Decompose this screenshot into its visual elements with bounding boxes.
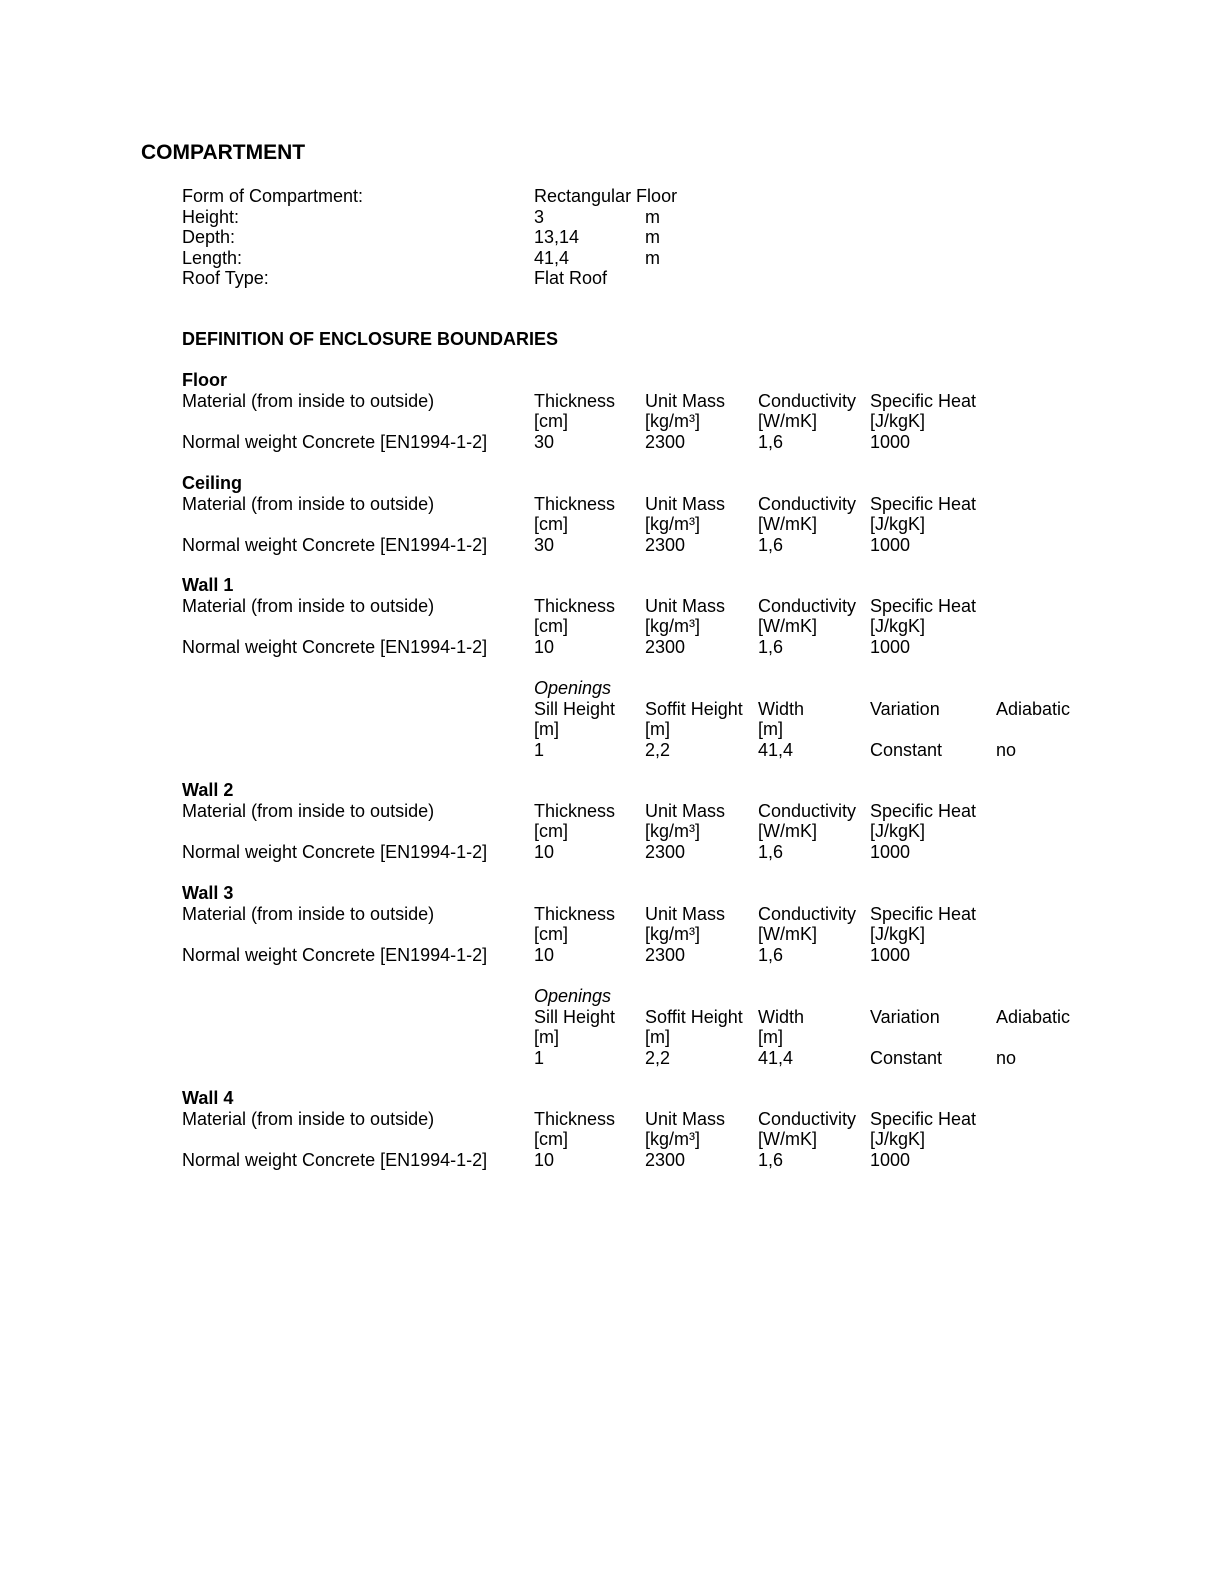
value-thickness: 30	[534, 534, 555, 555]
summary-label: Height:	[182, 206, 240, 227]
summary-label: Length:	[182, 247, 243, 268]
unit-unit-mass: [kg/m³]	[645, 821, 701, 841]
col-thickness: Thickness	[534, 1108, 616, 1129]
col-width: Width	[758, 698, 805, 719]
summary-unit: m	[645, 247, 660, 268]
value-unit-mass: 2300	[645, 534, 686, 555]
value-unit-mass: 2300	[645, 944, 686, 965]
unit-thickness: [cm]	[534, 616, 568, 636]
boundary-name: Ceiling	[182, 473, 243, 493]
col-unit-mass: Unit Mass	[645, 903, 726, 924]
summary-label: Depth:	[182, 227, 236, 247]
col-conductivity: Conductivity	[758, 493, 857, 514]
unit-conductivity: [W/mK]	[758, 411, 817, 431]
unit-conductivity: [W/mK]	[758, 514, 817, 534]
unit-specific-heat: [J/kgK]	[870, 411, 926, 431]
material-header: Material (from inside to outside)	[182, 493, 435, 514]
col-specific-heat: Specific Heat	[870, 800, 977, 821]
unit-thickness: [cm]	[534, 821, 568, 841]
col-sill-height: Sill Height	[534, 1006, 616, 1027]
unit-conductivity: [W/mK]	[758, 821, 817, 841]
col-unit-mass: Unit Mass	[645, 595, 726, 616]
value-thickness: 10	[534, 841, 555, 862]
value-thickness: 30	[534, 431, 555, 452]
col-specific-heat: Specific Heat	[870, 903, 977, 924]
boundary-name: Wall 3	[182, 883, 234, 903]
summary-unit: m	[645, 206, 660, 227]
value-conductivity: 1,6	[758, 431, 784, 452]
col-soffit-height: Soffit Height	[645, 1006, 743, 1027]
unit-soffit-height: [m]	[645, 1027, 670, 1047]
summary-label: Form of Compartment:	[182, 186, 364, 206]
unit-sill-height: [m]	[534, 719, 559, 739]
material-header: Material (from inside to outside)	[182, 1108, 435, 1129]
value-unit-mass: 2300	[645, 1149, 686, 1170]
col-specific-heat: Specific Heat	[870, 390, 977, 411]
value-unit-mass: 2300	[645, 841, 686, 862]
col-thickness: Thickness	[534, 493, 616, 514]
unit-conductivity: [W/mK]	[758, 616, 817, 636]
value-width: 41,4	[758, 1047, 794, 1068]
summary-value: 13,14	[534, 227, 580, 247]
col-unit-mass: Unit Mass	[645, 493, 726, 514]
col-adiabatic: Adiabatic	[996, 1006, 1071, 1027]
summary-value: 3	[534, 206, 545, 227]
col-variation: Variation	[870, 698, 940, 719]
unit-width: [m]	[758, 719, 783, 739]
value-conductivity: 1,6	[758, 1149, 784, 1170]
unit-specific-heat: [J/kgK]	[870, 924, 926, 944]
value-conductivity: 1,6	[758, 841, 784, 862]
value-variation: Constant	[870, 739, 943, 760]
col-specific-heat: Specific Heat	[870, 493, 977, 514]
boundary-name: Wall 4	[182, 1088, 234, 1108]
material-header: Material (from inside to outside)	[182, 390, 435, 411]
col-thickness: Thickness	[534, 595, 616, 616]
openings-title: Openings	[534, 678, 612, 698]
col-specific-heat: Specific Heat	[870, 1108, 977, 1129]
col-adiabatic: Adiabatic	[996, 698, 1071, 719]
value-sill-height: 1	[534, 1047, 545, 1068]
unit-thickness: [cm]	[534, 514, 568, 534]
summary-unit: m	[645, 227, 660, 247]
col-variation: Variation	[870, 1006, 940, 1027]
boundary-name: Wall 2	[182, 780, 234, 800]
material-name: Normal weight Concrete [EN1994-1-2]	[182, 944, 488, 965]
col-conductivity: Conductivity	[758, 390, 857, 411]
col-conductivity: Conductivity	[758, 595, 857, 616]
col-conductivity: Conductivity	[758, 800, 857, 821]
unit-unit-mass: [kg/m³]	[645, 514, 701, 534]
col-unit-mass: Unit Mass	[645, 390, 726, 411]
col-thickness: Thickness	[534, 903, 616, 924]
value-variation: Constant	[870, 1047, 943, 1068]
material-header: Material (from inside to outside)	[182, 800, 435, 821]
value-unit-mass: 2300	[645, 431, 686, 452]
summary-label: Roof Type:	[182, 268, 269, 288]
col-soffit-height: Soffit Height	[645, 698, 743, 719]
material-name: Normal weight Concrete [EN1994-1-2]	[182, 534, 488, 555]
value-adiabatic: no	[996, 739, 1017, 760]
col-unit-mass: Unit Mass	[645, 1108, 726, 1129]
value-soffit-height: 2,2	[645, 739, 671, 760]
col-sill-height: Sill Height	[534, 698, 616, 719]
material-header: Material (from inside to outside)	[182, 595, 435, 616]
section-title: DEFINITION OF ENCLOSURE BOUNDARIES	[182, 329, 559, 349]
value-conductivity: 1,6	[758, 636, 784, 657]
summary-value: Rectangular Floor	[534, 186, 678, 206]
openings-title: Openings	[534, 986, 612, 1006]
value-specific-heat: 1000	[870, 841, 911, 862]
material-name: Normal weight Concrete [EN1994-1-2]	[182, 841, 488, 862]
value-thickness: 10	[534, 944, 555, 965]
value-thickness: 10	[534, 636, 555, 657]
summary-value: Flat Roof	[534, 268, 608, 288]
value-unit-mass: 2300	[645, 636, 686, 657]
col-conductivity: Conductivity	[758, 903, 857, 924]
col-width: Width	[758, 1006, 805, 1027]
value-conductivity: 1,6	[758, 944, 784, 965]
value-thickness: 10	[534, 1149, 555, 1170]
unit-thickness: [cm]	[534, 924, 568, 944]
col-conductivity: Conductivity	[758, 1108, 857, 1129]
summary-value: 41,4	[534, 247, 570, 268]
value-specific-heat: 1000	[870, 636, 911, 657]
value-specific-heat: 1000	[870, 431, 911, 452]
unit-thickness: [cm]	[534, 1129, 568, 1149]
unit-conductivity: [W/mK]	[758, 1129, 817, 1149]
value-specific-heat: 1000	[870, 944, 911, 965]
unit-unit-mass: [kg/m³]	[645, 1129, 701, 1149]
col-specific-heat: Specific Heat	[870, 595, 977, 616]
value-adiabatic: no	[996, 1047, 1017, 1068]
unit-unit-mass: [kg/m³]	[645, 411, 701, 431]
value-specific-heat: 1000	[870, 534, 911, 555]
col-thickness: Thickness	[534, 800, 616, 821]
value-soffit-height: 2,2	[645, 1047, 671, 1068]
col-thickness: Thickness	[534, 390, 616, 411]
unit-soffit-height: [m]	[645, 719, 670, 739]
value-conductivity: 1,6	[758, 534, 784, 555]
value-specific-heat: 1000	[870, 1149, 911, 1170]
unit-specific-heat: [J/kgK]	[870, 821, 926, 841]
unit-specific-heat: [J/kgK]	[870, 616, 926, 636]
page-title: COMPARTMENT	[141, 141, 306, 164]
unit-thickness: [cm]	[534, 411, 568, 431]
unit-sill-height: [m]	[534, 1027, 559, 1047]
unit-width: [m]	[758, 1027, 783, 1047]
unit-unit-mass: [kg/m³]	[645, 924, 701, 944]
unit-unit-mass: [kg/m³]	[645, 616, 701, 636]
boundary-name: Wall 1	[182, 575, 234, 595]
value-width: 41,4	[758, 739, 794, 760]
boundary-name: Floor	[182, 370, 227, 390]
value-sill-height: 1	[534, 739, 545, 760]
material-name: Normal weight Concrete [EN1994-1-2]	[182, 1149, 488, 1170]
material-name: Normal weight Concrete [EN1994-1-2]	[182, 636, 488, 657]
unit-specific-heat: [J/kgK]	[870, 514, 926, 534]
material-header: Material (from inside to outside)	[182, 903, 435, 924]
col-unit-mass: Unit Mass	[645, 800, 726, 821]
unit-specific-heat: [J/kgK]	[870, 1129, 926, 1149]
material-name: Normal weight Concrete [EN1994-1-2]	[182, 431, 488, 452]
unit-conductivity: [W/mK]	[758, 924, 817, 944]
